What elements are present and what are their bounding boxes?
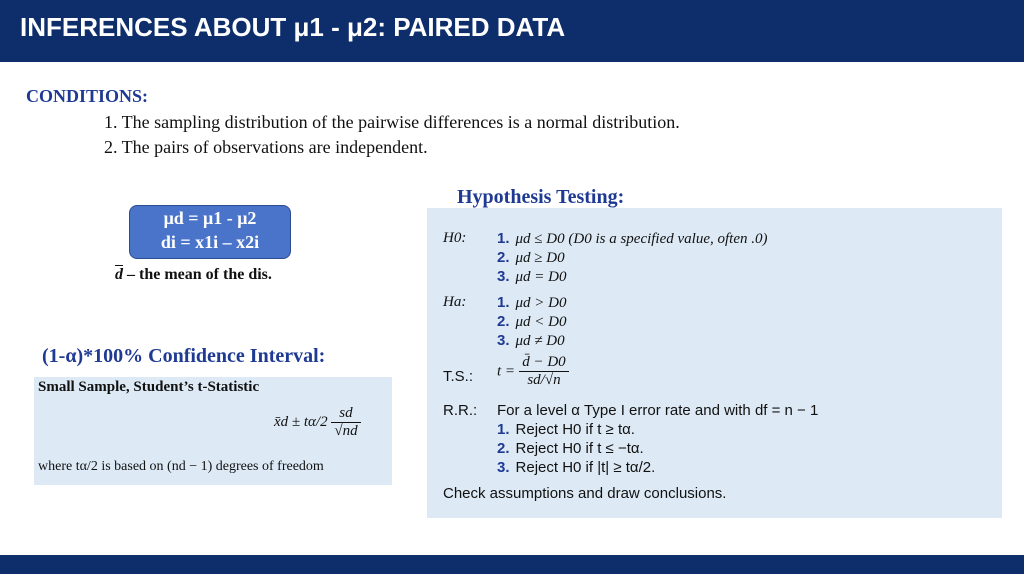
- ci-formula-numerator: sd: [331, 405, 360, 423]
- dbar-definition: [115, 266, 272, 284]
- ha-item-2-number: 2.: [497, 313, 510, 330]
- dbar-symbol: $\overline{d}$: [115, 266, 123, 283]
- ts-formula-fraction: [519, 354, 568, 389]
- ha-item-3: [497, 332, 565, 350]
- h0-item-2: [497, 249, 565, 267]
- ci-formula-denominator: √nd: [334, 423, 358, 439]
- difference-definition-box: [129, 205, 291, 259]
- page-title: INFERENCES ABOUT μ1 - μ2: PAIRED DATA: [20, 12, 566, 42]
- test-statistic-formula: [497, 354, 569, 389]
- rr-item-3-number: 3.: [497, 459, 510, 476]
- ha-label: Ha:: [443, 294, 467, 310]
- h0-item-2-text: μd ≥ D0: [515, 250, 565, 266]
- ts-formula-left: t =: [497, 363, 516, 380]
- confidence-interval-heading: (1-α)*100% Confidence Interval:: [42, 345, 326, 367]
- ts-label: T.S.:: [443, 368, 474, 385]
- h0-item-3-number: 3.: [497, 268, 510, 285]
- h0-label: H0:: [443, 230, 467, 246]
- h0-item-2-number: 2.: [497, 249, 510, 266]
- pair-difference-definition: di = x1i – x2i: [160, 232, 260, 252]
- ts-formula-denominator: sd/√n: [527, 372, 561, 388]
- ha-item-3-text: μd ≠ D0: [515, 333, 565, 349]
- ha-item-2-text: μd < D0: [515, 314, 567, 330]
- ci-formula-fraction: [331, 405, 360, 440]
- hypothesis-testing-heading: Hypothesis Testing:: [457, 186, 625, 208]
- closing-instruction: Check assumptions and draw conclusions.: [443, 485, 727, 502]
- condition-item-2: 2. The pairs of observations are independent.: [104, 137, 428, 157]
- h0-item-3-text: μd = D0: [515, 269, 567, 285]
- ts-formula-numerator: d̄ − D0: [519, 354, 568, 372]
- rr-item-1-text: Reject H0 if t ≥ tα.: [515, 421, 635, 438]
- confidence-interval-panel: [34, 377, 392, 485]
- footer-bar: [0, 555, 1024, 574]
- ha-item-1-text: μd > D0: [515, 295, 567, 311]
- rr-item-3-text: Reject H0 if |t| ≥ tα/2.: [515, 459, 656, 476]
- rr-item-3: [497, 459, 655, 476]
- h0-item-3: [497, 268, 567, 286]
- rr-item-1: [497, 421, 635, 438]
- ci-formula-left: x̄d ± tα/2: [274, 413, 328, 430]
- ha-item-2: [497, 313, 567, 331]
- conditions-heading: CONDITIONS:: [26, 86, 149, 106]
- h0-item-1: [497, 230, 767, 248]
- mean-difference-definition: μd = μ1 - μ2: [163, 208, 257, 228]
- ha-item-1: [497, 294, 567, 312]
- rr-item-2: [497, 440, 644, 457]
- ci-formula: [274, 405, 361, 440]
- ha-item-1-number: 1.: [497, 294, 510, 311]
- title-bar: [0, 0, 1024, 62]
- h0-item-1-text: μd ≤ D0 (D0 is a specified value, often .0): [515, 231, 768, 247]
- rr-label: R.R.:: [443, 402, 478, 419]
- hypothesis-testing-panel: [427, 208, 1002, 518]
- ci-panel-title: Small Sample, Student’s t-Statistic: [38, 379, 260, 395]
- ha-item-3-number: 3.: [497, 332, 510, 349]
- rr-item-2-text: Reject H0 if t ≤ −tα.: [515, 440, 644, 457]
- condition-item-1: 1. The sampling distribution of the pairwise differences is a normal distribution.: [104, 112, 680, 132]
- rr-item-1-number: 1.: [497, 421, 510, 438]
- rr-item-2-number: 2.: [497, 440, 510, 457]
- h0-item-1-number: 1.: [497, 230, 510, 247]
- rr-intro: For a level α Type I error rate and with df = n − 1: [497, 402, 819, 419]
- dbar-text: – the mean of the dis.: [123, 266, 272, 283]
- ci-note: where tα/2 is based on (nd − 1) degrees of freedom: [38, 459, 324, 474]
